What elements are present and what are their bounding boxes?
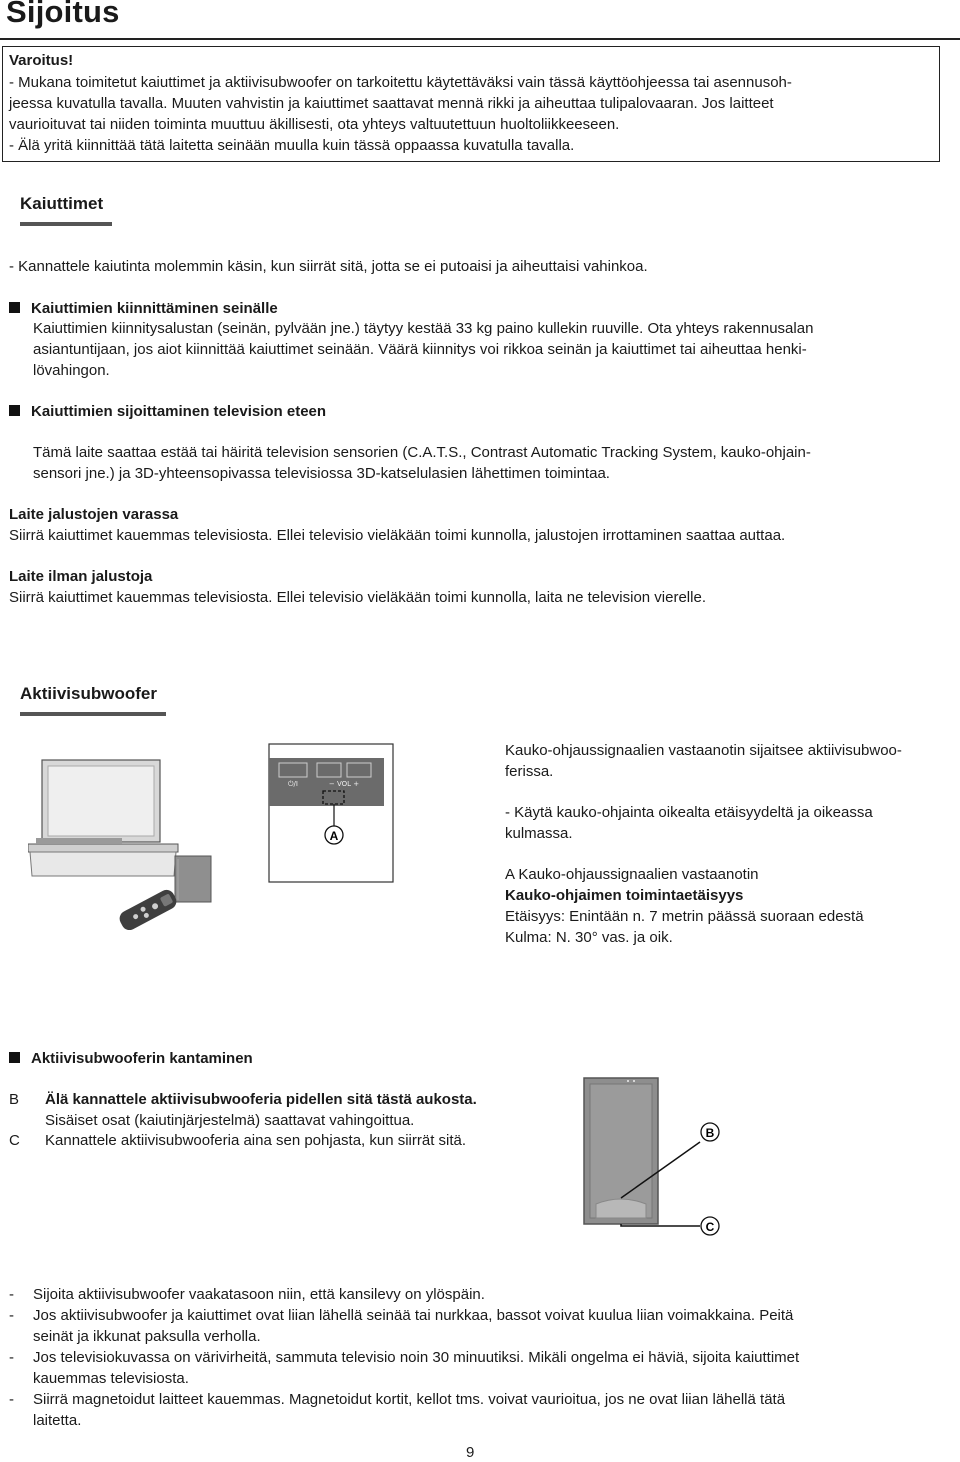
power-label: ⏻/I (288, 780, 298, 788)
note-dash: - (9, 1349, 14, 1366)
wall-mount-line: asiantuntijaan, jos aiot kiinnittää kaiuttimet seinään. Väärä kiinnitys voi rikkoa seinän ja kaiuttimet tai aiheuttaa henki- (33, 341, 807, 358)
carrying-b-text2: Sisäiset osat (kaiutinjärjestelmä) saattavat vahingoittua. (45, 1112, 415, 1129)
wall-mount-heading-text: Kaiuttimien kiinnittäminen seinälle (31, 300, 278, 317)
carrying-heading-text: Aktiivisubwooferin kantaminen (31, 1050, 253, 1067)
note-dash: - (9, 1391, 14, 1408)
info-distance: Etäisyys: Enintään n. 7 metrin päässä suoraan edestä (505, 908, 864, 925)
carrying-heading (9, 1048, 253, 1069)
bullet-square-icon (9, 405, 20, 416)
wall-mount-heading (9, 298, 278, 319)
note-dash: - (9, 1307, 14, 1324)
info-angle: Kulma: N. 30° vas. ja oik. (505, 929, 673, 946)
tv-stand-body (30, 852, 176, 876)
warning-box (2, 46, 940, 162)
title-rule (0, 38, 960, 40)
bullet-square-icon (9, 302, 20, 313)
tv-stand-top (28, 844, 178, 852)
page-number: 9 (466, 1444, 475, 1461)
soundbar (36, 838, 122, 844)
note-line: Sijoita aktiivisubwoofer vaakatasoon niin, että kansilevy on ylöspäin. (33, 1286, 485, 1303)
without-stand-text: Siirrä kaiuttimet kauemmas televisiosta. Ellei televisio vieläkään toimi kunnolla, laita ne television vierelle. (9, 589, 706, 606)
subwoofer-heading: Aktiivisubwoofer (20, 684, 157, 703)
info-line: A Kauko-ohjaussignaalien vastaanotin (505, 866, 759, 883)
note-line: Siirrä magnetoidut laitteet kauemmas. Magnetoidut kortit, kellot tms. voivat vaurioitua, jos ne ovat liian lähellä tätä (33, 1391, 786, 1408)
warning-line: - Mukana toimitetut kaiuttimet ja aktiivisubwoofer on tarkoitettu käytettäväksi vain tässä käyttöohjeessa tai asennusoh- (9, 74, 792, 91)
warning-line: jeessa kuvatulla tavalla. Muuten vahvistin ja kaiuttimet saattavat mennä rikki ja aiheuttaa tulipalovaaran. Jos laitteet (9, 95, 774, 112)
remote-control (117, 887, 179, 930)
marker-b-label: B (705, 1126, 715, 1140)
note-line: laitetta. (33, 1412, 82, 1429)
speakers-heading: Kaiuttimet (20, 194, 104, 213)
note-line: seinät ja ikkunat paksulla verholla. (33, 1328, 261, 1345)
carrying-c-letter: C (9, 1132, 20, 1149)
speakers-carry-note: - Kannattele kaiutinta molemmin käsin, kun siirrät sitä, jotta se ei putoaisi ja aiheuttaisi vahinkoa. (9, 258, 648, 275)
note-line: Jos televisiokuvassa on värivirheitä, sammuta televisio noin 30 minuutiksi. Mikäli ongelma ei häviä, sijoita kaiuttimet (33, 1349, 800, 1366)
note-dash: - (9, 1286, 14, 1303)
carrying-b-letter: B (9, 1091, 20, 1108)
wall-mount-line: lövahingon. (33, 362, 110, 379)
with-stand-text: Siirrä kaiuttimet kauemmas televisiosta. Ellei televisio vieläkään toimi kunnolla, jalustojen irrottaminen saattaa auttaa. (9, 527, 786, 544)
carrying-c-text: Kannattele aktiivisubwooferia aina sen pohjasta, kun siirrät sitä. (45, 1132, 467, 1149)
marker-a-label: A (329, 829, 339, 843)
info-range-heading: Kauko-ohjaimen toimintaetäisyys (505, 887, 744, 904)
speakers-heading-underline (20, 222, 112, 226)
tv-placement-heading-text: Kaiuttimien sijoittaminen television eteen (31, 403, 327, 420)
marker-c-label: C (705, 1220, 715, 1234)
subwoofer-panel (269, 758, 384, 806)
tv-placement-line: sensori jne.) ja 3D-yhteensopivassa televisiossa 3D-katselulasien lähettimen toimintaa. (33, 465, 610, 482)
page-title: Sijoitus (6, 0, 120, 29)
indicator-light (627, 1080, 629, 1082)
info-line: - Käytä kauko-ohjainta oikealta etäisyydeltä ja oikeassa (505, 804, 873, 821)
vol-label: − VOL + (328, 780, 360, 788)
info-line: ferissa. (505, 763, 554, 780)
without-stand-heading: Laite ilman jalustoja (9, 568, 153, 585)
indicator-light (633, 1080, 635, 1082)
note-line: Jos aktiivisubwoofer ja kaiuttimet ovat liian lähellä seinää tai nurkkaa, bassot voivat kuulua liian voimakkaina. Peitä (33, 1307, 794, 1324)
bullet-square-icon (9, 1052, 20, 1063)
info-line: kulmassa. (505, 825, 573, 842)
warning-line: - Älä yritä kiinnittää tätä laitetta seinään muulla kuin tässä oppaassa kuvatulla tavalla. (9, 137, 575, 154)
subwoofer-heading-underline (20, 712, 166, 716)
subwoofer-carry-illustration (580, 1074, 730, 1244)
warning-heading: Varoitus! (9, 52, 74, 69)
port-opening (596, 1199, 646, 1218)
note-line: kauemmas televisiosta. (33, 1370, 189, 1387)
warning-line: vaurioituvat tai niiden toiminta muuttuu äkillisesti, ota yhteys valtuutettuun huoltoliikkeeseen. (9, 116, 620, 133)
remote-body (117, 887, 179, 930)
tv-placement-heading (9, 401, 326, 422)
subwoofer-remote-illustration (28, 740, 394, 930)
wall-mount-line: Kaiuttimien kiinnitysalustan (seinän, pylvään jne.) täytyy kestää 33 kg paino kullekin ruuville. Ota yhteys rakennusalan (33, 320, 814, 337)
info-line: Kauko-ohjaussignaalien vastaanotin sijaitsee aktiivisubwoo- (505, 742, 902, 759)
tv-screen (48, 766, 154, 836)
with-stand-heading: Laite jalustojen varassa (9, 506, 179, 523)
tv-placement-line: Tämä laite saattaa estää tai häiritä television sensorien (C.A.T.S., Contrast Automatic Tracking System, kauko-ohjain- (33, 444, 811, 461)
carrying-b-text: Älä kannattele aktiivisubwooferia pidellen sitä tästä aukosta. (45, 1091, 477, 1108)
subwoofer-body (175, 856, 211, 902)
